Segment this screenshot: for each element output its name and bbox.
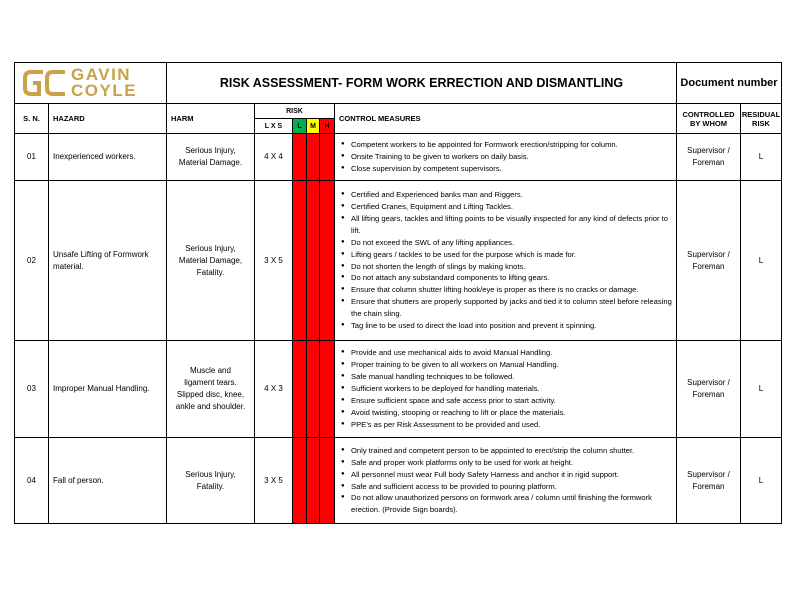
harm-line: Fatality. <box>196 481 225 491</box>
harm-line: Serious Injury, <box>185 146 236 155</box>
controlled-by-line: Supervisor / <box>687 469 730 479</box>
col-harm: HARM <box>167 104 255 134</box>
row-control-measures <box>335 438 677 524</box>
harm-line: Serious Injury, <box>185 469 236 479</box>
col-controlled-by-line1: CONTROLLED <box>682 109 735 119</box>
control-measure-item: ● Safe and sufficient access to be provided to pouring platform. <box>341 481 672 493</box>
row-risk-medium <box>307 181 320 341</box>
table-row <box>15 181 782 341</box>
row-control-measures <box>335 341 677 438</box>
brand-line-1: GAVIN <box>71 65 132 84</box>
row-residual-risk: L <box>741 341 782 438</box>
control-measure-item: ● Sufficient workers to be deployed for handling materials. <box>341 383 672 395</box>
hazard-line: Fall of person. <box>53 475 104 485</box>
row-lxs: 3 X 5 <box>255 181 293 341</box>
control-measure-item: ● All personnel must wear Full body Safety Harness and anchor it in rigid support. <box>341 469 672 481</box>
row-controlled-by <box>677 181 741 341</box>
hazard-line: material. <box>53 261 84 271</box>
row-lxs: 3 X 5 <box>255 438 293 524</box>
row-sn: 04 <box>15 438 49 524</box>
row-harm <box>167 341 255 438</box>
row-controlled-by <box>677 134 741 181</box>
risk-assessment-table <box>14 62 782 524</box>
hazard-line: Improper Manual Handling. <box>53 384 150 393</box>
control-measure-item: ● Proper training to be given to all workers on Manual Handling. <box>341 359 672 371</box>
hazard-line: Unsafe Lifting of Formwork <box>53 249 149 259</box>
control-measure-item: ● Close supervision by competent supervisors. <box>341 163 672 175</box>
control-measure-item: ● Do not attach any substandard components to lifting gears. <box>341 272 672 284</box>
row-controlled-by <box>677 341 741 438</box>
control-measures-list <box>335 139 676 175</box>
control-measures-list <box>335 347 676 430</box>
control-measure-item: ● Onsite Training to be given to workers on daily basis. <box>341 151 672 163</box>
control-measures-list <box>335 189 676 332</box>
controlled-by-line: Foreman <box>692 261 725 271</box>
col-controlled-by <box>677 104 741 134</box>
row-hazard <box>49 438 167 524</box>
controlled-by-line: Foreman <box>692 158 725 167</box>
control-measure-item: ● Do not allow unauthorized persons on formwork area / column until finishing the formwork erection. (Provide Sign boards). <box>341 492 672 516</box>
control-measure-item: ● Avoid twisting, stooping or reaching to lift or place the materials. <box>341 407 672 419</box>
row-residual-risk: L <box>741 438 782 524</box>
harm-line: ankle and shoulder. <box>175 402 246 411</box>
row-sn: 03 <box>15 341 49 438</box>
row-controlled-by <box>677 438 741 524</box>
row-control-measures <box>335 181 677 341</box>
table-row <box>15 438 782 524</box>
row-risk-medium <box>307 134 320 181</box>
col-residual-risk <box>741 104 782 134</box>
controlled-by-line: Supervisor / <box>687 146 730 155</box>
harm-line: Material Damage. <box>178 158 243 167</box>
row-risk-low <box>293 134 307 181</box>
row-risk-low <box>293 341 307 438</box>
control-measure-item: ● Do not exceed the SWL of any lifting appliances. <box>341 237 672 249</box>
control-measure-item: ● Only trained and competent person to be appointed to erect/strip the column shutter. <box>341 445 672 457</box>
control-measure-item: ● PPE’s as per Risk Assessment to be provided and used. <box>341 419 672 431</box>
row-risk-medium <box>307 341 320 438</box>
row-risk-low <box>293 181 307 341</box>
row-risk-medium <box>307 438 320 524</box>
harm-line: Muscle and <box>190 366 231 375</box>
control-measure-item: ● Safe and proper work platforms only to be used for work at height. <box>341 457 672 469</box>
row-harm <box>167 134 255 181</box>
col-lxs: L X S <box>255 119 293 134</box>
row-harm <box>167 181 255 341</box>
gavin-coyle-logo-icon <box>23 68 69 98</box>
controlled-by-line: Foreman <box>692 481 725 491</box>
col-control-measures: CONTROL MEASURES <box>335 104 677 134</box>
row-risk-high <box>320 341 335 438</box>
harm-line: Fatality. <box>196 267 225 277</box>
row-lxs: 4 X 3 <box>255 341 293 438</box>
control-measure-item: ● Lifting gears / tackles to be used for the purpose which is made for. <box>341 249 672 261</box>
control-measure-item: ● Competent workers to be appointed for Formwork erection/stripping for column. <box>341 139 672 151</box>
col-residual-line1: RESIDUAL <box>741 109 781 119</box>
row-risk-high <box>320 134 335 181</box>
row-control-measures <box>335 134 677 181</box>
row-harm <box>167 438 255 524</box>
control-measure-item: ● Ensure that shutters are properly supported by jacks and tied it to column steel before releasing the chain sling. <box>341 296 672 320</box>
control-measure-item: ● Tag line to be used to direct the load into position and prevent it spinning. <box>341 320 672 332</box>
harm-line: Slipped disc, knee, <box>176 390 245 399</box>
control-measure-item: ● Certified Cranes, Equipment and Lifting Tackles. <box>341 201 672 213</box>
row-residual-risk: L <box>741 134 782 181</box>
col-controlled-by-line2: BY WHOM <box>690 118 727 128</box>
header-row <box>15 63 782 104</box>
document-number-label: Document number <box>677 63 782 104</box>
control-measure-item: ● Provide and use mechanical aids to avoid Manual Handling. <box>341 347 672 359</box>
row-hazard <box>49 134 167 181</box>
row-hazard <box>49 341 167 438</box>
harm-line: Material Damage, <box>178 255 243 265</box>
harm-line: Serious Injury, <box>185 243 236 253</box>
col-sn: S. N. <box>15 104 49 134</box>
col-risk: RISK <box>255 104 335 119</box>
control-measures-list <box>335 445 676 516</box>
col-hazard: HAZARD <box>49 104 167 134</box>
row-risk-high <box>320 438 335 524</box>
controlled-by-line: Foreman <box>692 390 725 399</box>
row-residual-risk: L <box>741 181 782 341</box>
brand-name <box>71 67 137 99</box>
page-title: RISK ASSESSMENT- FORM WORK ERRECTION AND DISMANTLING <box>167 63 677 104</box>
control-measure-item: ● Safe manual handling techniques to be followed. <box>341 371 672 383</box>
col-risk-medium: M <box>307 119 320 134</box>
col-risk-low: L <box>293 119 307 134</box>
brand-line-2: COYLE <box>71 81 138 100</box>
controlled-by-line: Supervisor / <box>687 378 730 387</box>
control-measure-item: ● Ensure sufficient space and safe access prior to start activity. <box>341 395 672 407</box>
row-risk-low <box>293 438 307 524</box>
row-hazard <box>49 181 167 341</box>
column-header-row-1 <box>15 104 782 119</box>
col-risk-high: H <box>320 119 335 134</box>
table-row <box>15 341 782 438</box>
row-sn: 01 <box>15 134 49 181</box>
logo-cell <box>15 63 167 104</box>
control-measure-item: ● All lifting gears, tackles and lifting points to be visually inspected for any kind of defects prior to lift. <box>341 213 672 237</box>
control-measure-item: ● Certified and Experienced banks man and Riggers. <box>341 189 672 201</box>
control-measure-item: ● Ensure that column shutter lifting hook/eye is proper as there is no cracks or damage. <box>341 284 672 296</box>
row-sn: 02 <box>15 181 49 341</box>
control-measure-item: ● Do not shorten the length of slings by making knots. <box>341 261 672 273</box>
table-body <box>15 134 782 524</box>
row-risk-high <box>320 181 335 341</box>
row-lxs: 4 X 4 <box>255 134 293 181</box>
table-row <box>15 134 782 181</box>
hazard-line: Inexperienced workers. <box>53 152 136 161</box>
harm-line: ligament tears. <box>184 378 237 387</box>
col-residual-line2: RISK <box>752 118 770 128</box>
controlled-by-line: Supervisor / <box>687 249 730 259</box>
